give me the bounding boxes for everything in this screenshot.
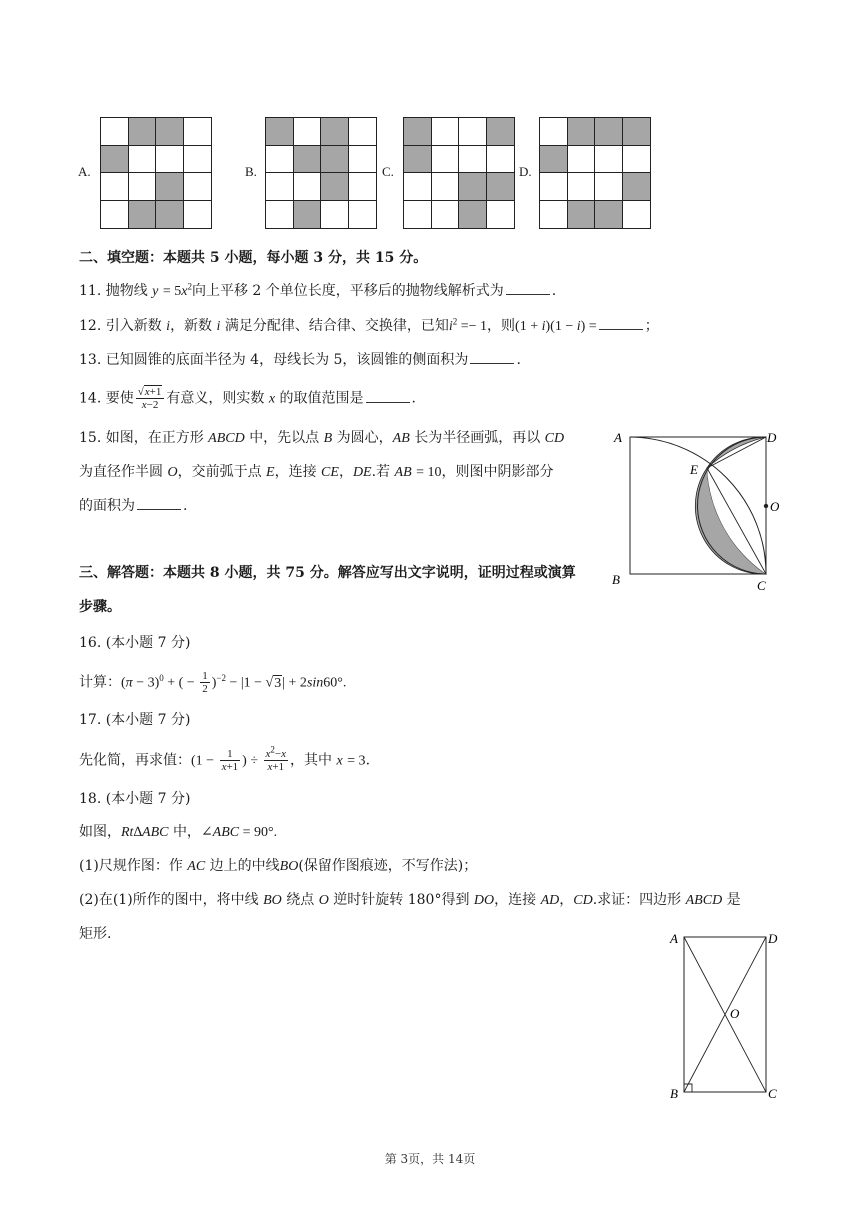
grid-cell [294,118,322,146]
grid-cell [349,173,377,201]
grid-cell [432,146,460,174]
grid-cell [540,118,568,146]
grid-cell [184,118,212,146]
grid-cell [432,118,460,146]
grid-cell [540,173,568,201]
grid-cell [432,173,460,201]
grid-cell-shaded [487,118,515,146]
label-a: A [670,931,678,946]
grid-cell [568,173,596,201]
question-15-line-2: 为直径作半圆 O，交前弧于点 E，连接 CE，DE.若 AB = 10，则图中阴影部分 [79,464,554,480]
label-b: B [612,572,620,587]
label-a: A [614,430,622,445]
grid-cell [266,146,294,174]
grid-cell [595,173,623,201]
answer-blank [506,282,550,295]
section-3-title-line-2: 步骤。 [79,599,121,615]
grid-cell [540,201,568,229]
question-12: 12. 引入新数 i，新数 i 满足分配律、结合律、交换律，已知$i^2 =- 1$，则(1 + i)(1 − i) = ； [79,316,659,334]
grid-cell [266,173,294,201]
section-2-title: 二、填空题：本题共 5 小题，每小题 3 分，共 15 分。 [79,250,428,266]
grid-cell [129,146,157,174]
grid-cell-shaded [294,146,322,174]
grid-cell-shaded [595,118,623,146]
grid-cell [432,201,460,229]
question-16: 计算：$(\pi - 3)^0$ + ( − $\frac{1}{2}$ )$^{-2}$ − |1 − √3| + 2sin60°. [79,670,347,695]
label-o: O [730,1006,740,1021]
question-18-line-2: (1)尺规作图：作 AC 边上的中线BO(保留作图痕迹，不写作法)； [79,858,478,874]
option-grid [265,117,377,229]
question-18-line-3: (2)在(1)所作的图中，将中线 BO 绕点 O 逆时针旋转 180°得到 DO，连接 AD，CD.求证：四边形 ABCD 是 [79,892,741,908]
grid-cell-shaded [568,118,596,146]
question-18-line-4: 矩形. [79,926,112,942]
question-14: 14. 要使 $\frac{√x+1}{x-2}$ 有意义，则实数 x 的取值范围是 . [79,386,416,411]
question-18-line-1: 如图，Rt∆ABC 中，∠ABC = 90°. [79,824,278,840]
grid-cell-shaded [156,201,184,229]
question-18-head: 18. (本小题 7 分) [79,791,191,807]
answer-blank [470,351,514,364]
grid-cell [349,146,377,174]
grid-cell-shaded [321,146,349,174]
grid-cell-shaded [129,118,157,146]
grid-cell-shaded [404,118,432,146]
option-label: C. [382,164,394,179]
answer-blank [366,390,410,403]
segment-de [707,437,766,468]
grid-cell-shaded [321,173,349,201]
figure-18 [664,926,788,1106]
grid-cell [266,201,294,229]
question-15-line-1: 15. 如图，在正方形 ABCD 中，先以点 B 为圆心，AB 长为半径画弧，再以 CD [79,430,565,446]
grid-cell [184,173,212,201]
grid-cell-shaded [404,146,432,174]
grid-cell-shaded [156,118,184,146]
section-3-title-line-1: 三、解答题：本题共 8 小题，共 75 分。解答应写出文字说明，证明过程或演算 [79,565,576,581]
option-label: A. [78,164,91,179]
answer-blank [137,497,181,510]
grid-cell [101,201,129,229]
grid-cell [321,201,349,229]
point-o [764,504,768,508]
grid-cell-shaded [321,118,349,146]
question-17: 先化简，再求值：(1 − $\frac{1}{x+1}$ ) ÷ $\frac{x^2-x}{x+1}$ ，其中 x = 3. [79,744,371,773]
grid-cell [595,146,623,174]
label-c: C [757,578,766,593]
grid-cell [129,173,157,201]
grid-cell [294,173,322,201]
grid-cell [349,118,377,146]
question-13: 13. 已知圆锥的底面半径为 4，母线长为 5，该圆锥的侧面积为 . [79,352,521,368]
grid-cell-shaded [101,146,129,174]
grid-cell [184,146,212,174]
grid-cell [101,173,129,201]
grid-cell-shaded [459,173,487,201]
question-16-head: 16. (本小题 7 分) [79,635,191,651]
grid-cell [459,146,487,174]
grid-cell [184,201,212,229]
grid-cell-shaded [540,146,568,174]
figure-15 [604,422,784,594]
grid-cell [459,118,487,146]
grid-cell-shaded [487,173,515,201]
grid-cell-shaded [459,201,487,229]
option-grid [100,117,212,229]
label-b: B [670,1086,678,1101]
grid-cell [487,146,515,174]
option-label: B. [245,164,257,179]
grid-cell-shaded [266,118,294,146]
question-15-line-3: 的面积为 . [79,498,188,514]
grid-cell [404,173,432,201]
grid-cell-shaded [623,173,651,201]
label-o: O [770,499,780,514]
grid-cell-shaded [294,201,322,229]
grid-cell [156,146,184,174]
page-footer: 第 3页，共 14页 [384,1152,476,1166]
option-grid [403,117,515,229]
option-label: D. [519,164,532,179]
label-e: E [690,462,698,477]
grid-cell-shaded [129,201,157,229]
grid-cell [623,146,651,174]
grid-cell-shaded [595,201,623,229]
question-11: 11. 抛物线 $y = 5x^2$向上平移 2 个单位长度，平移后的抛物线解析式为 . [79,281,557,299]
grid-cell [404,201,432,229]
answer-blank [599,317,643,330]
grid-cell [487,201,515,229]
grid-cell-shaded [156,173,184,201]
grid-cell [101,118,129,146]
grid-cell [623,201,651,229]
grid-cell-shaded [623,118,651,146]
label-c: C [768,1086,777,1101]
label-d: D [768,931,778,946]
label-d: D [767,430,777,445]
grid-cell [349,201,377,229]
question-17-head: 17. (本小题 7 分) [79,712,191,728]
grid-cell-shaded [568,201,596,229]
option-grid [539,117,651,229]
grid-cell [568,146,596,174]
